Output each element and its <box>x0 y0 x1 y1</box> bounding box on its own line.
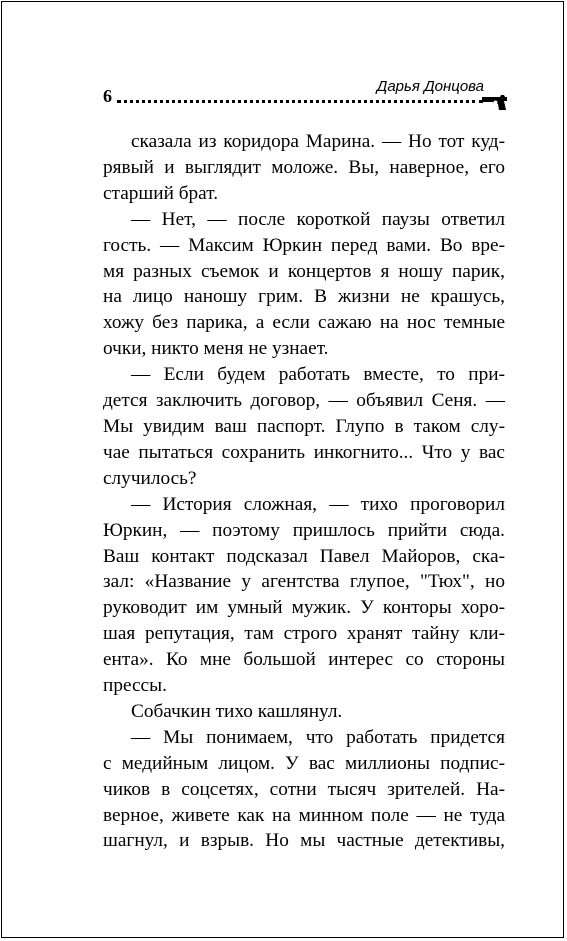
author-name: Дарья Донцова <box>376 78 484 95</box>
text-line: мя разных съемок и концертов я ношу парик, <box>103 260 505 282</box>
page-number: 6 <box>103 86 112 106</box>
text-line: рявый и выглядит моложе. Вы, наверное, его <box>103 156 505 178</box>
text-line: прессы. <box>103 675 167 697</box>
revolver-icon <box>480 93 508 111</box>
dotted-rule <box>117 100 483 103</box>
text-line: дется заключить договор, — объявил Сеня. — <box>103 390 505 412</box>
text-line: верное, живете как на минном поле — не туда <box>103 804 505 826</box>
text-line: руководит им умный мужик. У конторы хоро- <box>103 597 505 619</box>
text-line: шая репутация, там строго хранят тайну кли- <box>103 623 505 645</box>
text-line: Мы увидим ваш паспорт. Глупо в таком слу- <box>103 415 505 437</box>
text-line: сказала из коридора Марина. — Но тот куд- <box>131 131 505 152</box>
running-header <box>103 78 506 111</box>
text-line: — Если будем работать вместе, то при- <box>131 364 505 386</box>
text-line: ента». Ко мне большой интерес со стороны <box>103 649 505 671</box>
text-line: на лицо наношу грим. В жизни не крашусь, <box>103 286 505 308</box>
text-line: старший брат. <box>103 182 219 204</box>
text-line: хожу без парика, а если сажаю на нос темные <box>103 312 505 334</box>
text-line: — Нет, — после короткой паузы ответил <box>131 208 505 230</box>
text-line: чае пытаться сохранить инкогнито... Что у вас <box>103 441 505 463</box>
body-text <box>103 129 505 854</box>
text-line: зал: «Название у агентства глупое, "Тюх", но <box>103 571 505 593</box>
text-line: — История сложная, — тихо проговорил <box>131 493 505 515</box>
text-line: чиков в соцсетях, сотни тысяч зрителей. На- <box>103 778 505 800</box>
text-line: Ваш контакт подсказал Павел Майоров, ска- <box>103 545 505 567</box>
text-line: шагнул, и взрыв. Но мы частные детективы, <box>103 830 505 852</box>
book-page <box>1 1 564 938</box>
text-line: Собачкин тихо кашлянул. <box>131 700 343 722</box>
text-line: очки, никто меня не узнает. <box>103 338 329 360</box>
text-line: случилось? <box>103 467 197 489</box>
text-line: гость. — Максим Юркин перед вами. Во вре- <box>103 234 505 256</box>
text-line: Юркин, — поэтому пришлось прийти сюда. <box>103 519 505 541</box>
text-line: — Мы понимаем, что работать придется <box>131 726 505 748</box>
text-line: с медийным лицом. У вас миллионы подпис- <box>103 752 505 774</box>
